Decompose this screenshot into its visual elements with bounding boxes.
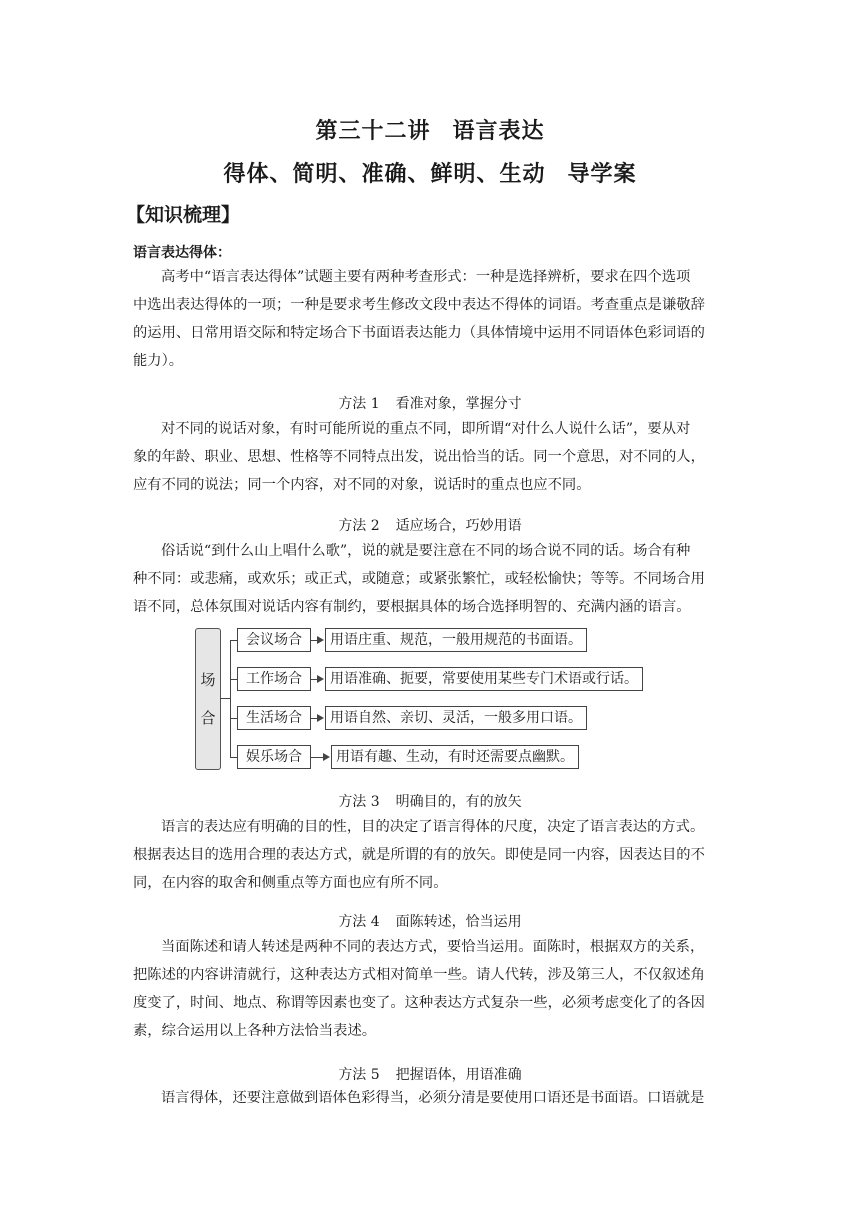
- diagram-category: 娱乐场合: [237, 745, 311, 769]
- method-2-paragraph: [133, 537, 731, 621]
- page-title: [0, 114, 860, 145]
- lecture-number: 第三十二讲: [315, 119, 431, 144]
- method-4-line: 把陈述的内容讲清就行，这种表达方式相对简单一些。请人代转，涉及第三人，不仅叙述角: [133, 967, 705, 983]
- method-2-line: 俗话说“到什么山上唱什么歌”，说的就是要注意在不同的场合说不同的话。场合有种: [161, 543, 691, 559]
- diagram-description: 用语庄重、规范，一般用规范的书面语。: [325, 628, 587, 652]
- diagram-description: 用语准确、扼要，常要使用某些专门术语或行话。: [325, 667, 643, 691]
- intro-paragraph: [133, 263, 731, 375]
- method-4-line: 度变了，时间、地点、称谓等因素也变了。这种表达方式复杂一些，必须考虑变化了的各因: [133, 995, 705, 1011]
- method-1-line: 对不同的说话对象，有时可能所说的重点不同，即所谓“对什么人说什么话”，要从对: [161, 421, 691, 437]
- occasion-diagram: [195, 628, 665, 773]
- arrow-icon: [323, 753, 330, 761]
- diagram-category: 生活场合: [237, 706, 311, 730]
- subheading: 语言表达得体：: [133, 245, 231, 261]
- method-1-line: 象的年龄、职业、思想、性格等不同特点出发，说出恰当的话。同一个意思，对不同的人，: [133, 449, 705, 465]
- connector-line: [230, 640, 237, 641]
- method-3-line: 根据表达目的选用合理的表达方式，就是所谓的有的放矢。即使是同一内容，因表达目的不: [133, 847, 705, 863]
- method-3-line: 语言的表达应有明确的目的性，目的决定了语言得体的尺度，决定了语言表达的方式。: [161, 819, 705, 835]
- diagram-description: 用语有趣、生动，有时还需要点幽默。: [331, 745, 579, 769]
- method-4-line: 素，综合运用以上各种方法恰当表述。: [133, 1023, 377, 1039]
- method-4-paragraph: [133, 933, 731, 1045]
- method-1-line: 应有不同的说法；同一个内容，对不同的对象，说话时的重点也应不同。: [133, 477, 591, 493]
- section-heading: 【知识梳理】: [126, 204, 241, 226]
- subtitle-doc-type: 导学案: [567, 162, 637, 187]
- method-1-paragraph: [133, 415, 731, 499]
- method-2-heading: 方法 2 适应场合，巧妙用语: [338, 518, 522, 534]
- method-2-line: 语不同，总体氛围对说话内容有制约，要根据具体的场合选择明智的、充满内涵的语言。: [133, 599, 691, 615]
- method-4-heading: 方法 4 面陈转述，恰当运用: [338, 914, 522, 930]
- diagram-root: [195, 628, 221, 770]
- method-3-heading: 方法 3 明确目的，有的放矢: [338, 794, 522, 810]
- page-subtitle: [0, 157, 860, 188]
- connector-line: [220, 698, 230, 699]
- arrow-icon: [317, 675, 324, 683]
- arrow-icon: [317, 636, 324, 644]
- method-4-line: 当面陈述和请人转述是两种不同的表达方式，要恰当运用。面陈时，根据双方的关系，: [161, 939, 705, 955]
- method-5-line: 语言得体，还要注意做到语体色彩得当，必须分清是要使用口语还是书面语。口语就是: [161, 1090, 705, 1106]
- intro-line: 中选出表达得体的一项；一种是要求考生修改文段中表达不得体的词语。考查重点是谦敬辞: [133, 297, 705, 313]
- connector-line: [230, 718, 237, 719]
- connector-line: [230, 640, 231, 757]
- diagram-category: 会议场合: [237, 628, 311, 652]
- diagram-description: 用语自然、亲切、灵活，一般多用口语。: [325, 706, 587, 730]
- method-3-line: 同，在内容的取舍和侧重点等方面也应有所不同。: [133, 875, 448, 891]
- diagram-category: 工作场合: [237, 667, 311, 691]
- method-5-paragraph: [133, 1084, 731, 1112]
- method-2-line: 种不同：或悲痛，或欢乐；或正式，或随意；或紧张繁忙，或轻松愉快；等等。不同场合用: [133, 571, 705, 587]
- method-1-heading: 方法 1 看准对象，掌握分寸: [338, 396, 522, 412]
- connector-line: [230, 757, 237, 758]
- root-char: 场: [200, 671, 216, 689]
- method-3-paragraph: [133, 813, 731, 897]
- arrow-icon: [317, 714, 324, 722]
- root-char: 合: [200, 709, 216, 727]
- intro-line: 高考中“语言表达得体”试题主要有两种考查形式：一种是选择辨析，要求在四个选项: [161, 269, 691, 285]
- lecture-topic: 语言表达: [452, 119, 545, 144]
- subtitle-topics: 得体、简明、准确、鲜明、生动: [223, 162, 546, 187]
- intro-line: 能力）。: [133, 353, 184, 369]
- connector-line: [230, 679, 237, 680]
- intro-line: 的运用、日常用语交际和特定场合下书面语表达能力（具体情境中运用不同语体色彩词语的: [133, 325, 705, 341]
- method-5-heading: 方法 5 把握语体，用语准确: [338, 1067, 522, 1083]
